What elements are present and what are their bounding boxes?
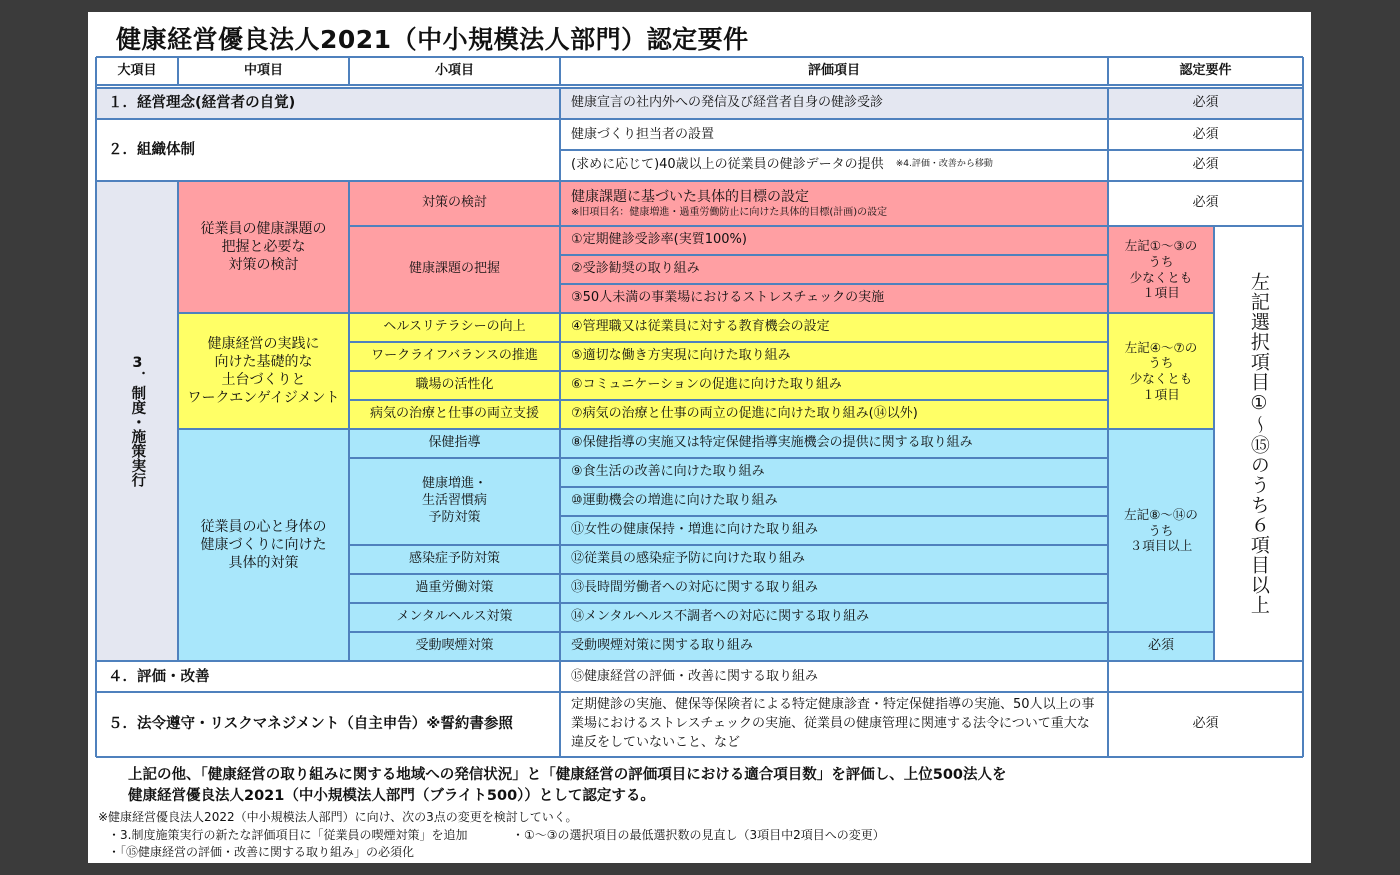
yellow-sho-a: ヘルスリテラシーの向上 bbox=[383, 319, 526, 335]
row1-item: 健康宣言の社内外への発信及び経営者自身の健診受診 bbox=[571, 94, 884, 110]
right-req-cell bbox=[1214, 226, 1303, 661]
yellow-sho-c: 職場の活性化 bbox=[415, 377, 494, 393]
red-item1: 健康課題に基づいた具体的目標の設定 bbox=[571, 188, 809, 205]
red-sho2: 健康課題の把握 bbox=[408, 261, 500, 277]
row2-req2: 必須 bbox=[1192, 156, 1219, 172]
footer-note-3: ・「⑮健康経営の評価・改善に関する取り組み」の必須化 bbox=[108, 845, 415, 859]
row5-req: 必須 bbox=[1192, 716, 1219, 732]
red-item1-note: ※旧項目名：健康増進・過重労働防止に向けた具体的目標(計画)の設定 bbox=[571, 207, 888, 219]
footer-note-2b: ・①～③の選択項目の最低選択数の見直し（3項目中2項目への変更） bbox=[512, 828, 885, 842]
yellow-item-a: ④管理職又は従業員に対する教育機会の設定 bbox=[571, 319, 830, 335]
blue-req: 左記⑧～⑭の うち ３項目以上 bbox=[1124, 507, 1198, 554]
row1-label: １．経営理念(経営者の自覚) bbox=[108, 94, 296, 111]
smoke-item: 受動喫煙対策に関する取り組み bbox=[571, 638, 754, 654]
yellow-item-b: ⑤適切な働き方実現に向けた取り組み bbox=[571, 348, 791, 364]
red-item1-cell bbox=[571, 181, 1106, 226]
blue-sho-c: 感染症予防対策 bbox=[408, 551, 500, 567]
footer-main-1: 上記の他、「健康経営の取り組みに関する地域への発信状況」と「健康経営の評価項目における適合項目数」を評価し、上位500法人を bbox=[128, 767, 1007, 783]
header-chu: 中項目 bbox=[243, 62, 283, 78]
blue-item-e: ⑫従業員の感染症予防に向けた取り組み bbox=[571, 551, 806, 567]
footer-note-1: ※健康経営優良法人2022（中小規模法人部門）に向け、次の3点の変更を検討していく。 bbox=[98, 810, 578, 824]
blue-sho-d: 過重労働対策 bbox=[415, 580, 494, 596]
row2-item2-text: (求めに応じて)40歳以上の従業員の健診データの提供 bbox=[571, 156, 884, 172]
red-item1-wrap bbox=[571, 188, 887, 219]
row2-req1: 必須 bbox=[1192, 126, 1219, 142]
red-sho1: 対策の検討 bbox=[421, 195, 487, 211]
red-req: 左記①～③の うち 少なくとも １項目 bbox=[1124, 238, 1198, 301]
blue-chu: 従業員の心と身体の 健康づくりに向けた 具体的対策 bbox=[200, 518, 327, 572]
header-sho: 小項目 bbox=[434, 62, 474, 78]
red-req1: 必須 bbox=[1192, 195, 1219, 211]
blue-item-f: ⑬長時間労働者への対応に関する取り組み bbox=[571, 580, 819, 596]
row2-item1: 健康づくり担当者の設置 bbox=[571, 126, 715, 142]
right-req: 左記選択項目①～⑮のうち６項目以上 bbox=[1247, 272, 1270, 615]
row3-label-cell bbox=[96, 181, 178, 661]
page-title: 健康経営優良法人2021（中小規模法人部門）認定要件 bbox=[116, 25, 749, 54]
yellow-req: 左記④～⑦の うち 少なくとも １項目 bbox=[1124, 339, 1198, 402]
row4-item: ⑮健康経営の評価・改善に関する取り組み bbox=[571, 668, 819, 684]
blue-sho-b: 健康増進・ 生活習慣病 予防対策 bbox=[421, 476, 487, 525]
smoke-req: 必須 bbox=[1147, 638, 1174, 654]
red-item-c: ③50人未満の事業場におけるストレスチェックの実施 bbox=[571, 290, 885, 306]
blue-item-d: ⑪女性の健康保持・増進に向けた取り組み bbox=[571, 522, 819, 538]
row2-item2 bbox=[571, 150, 1106, 180]
blue-sho-e: メンタルヘルス対策 bbox=[396, 609, 513, 625]
header-dai: 大項目 bbox=[117, 62, 157, 78]
blue-sho-a: 保健指導 bbox=[428, 435, 481, 451]
row2-label: ２．組織体制 bbox=[108, 141, 195, 158]
red-item-b: ②受診勧奨の取り組み bbox=[571, 261, 700, 277]
yellow-item-c: ⑥コミュニケーションの促進に向けた取り組み bbox=[571, 377, 842, 393]
footer-main-2: 健康経営優良法人2021（中小規模法人部門（ブライト500））として認定する。 bbox=[128, 788, 655, 804]
footer-note-2a: ・3.制度施策実行の新たな評価項目に「従業員の喫煙対策」を追加 bbox=[108, 828, 468, 842]
yellow-item-d: ⑦病気の治療と仕事の両立の促進に向けた取り組み(⑭以外) bbox=[571, 406, 918, 422]
blue-item-c: ⑩運動機会の増進に向けた取り組み bbox=[571, 493, 778, 509]
blue-item-b: ⑨食生活の改善に向けた取り組み bbox=[571, 464, 765, 480]
blue-item-g: ⑭メンタルヘルス不調者への対応に関する取り組み bbox=[571, 609, 870, 625]
row4-label: ４．評価・改善 bbox=[108, 668, 210, 685]
yellow-chu: 健康経営の実践に 向けた基礎的な 土台づくりと ワークエンゲイジメント bbox=[187, 335, 340, 407]
row5-label: ５．法令遵守・リスクマネジメント（自主申告）※誓約書参照 bbox=[108, 716, 513, 733]
header-nintei: 認定要件 bbox=[1179, 62, 1232, 78]
blue-item-a: ⑧保健指導の実施又は特定保健指導実施機会の提供に関する取り組み bbox=[571, 435, 973, 451]
row5-item: 定期健診の実施、健保等保険者による特定健康診査・特定保健指導の実施、50人以上の事業場におけるストレスチェックの実施、従業員の健康管理に関連する法令について重大な違反をしていないこと、など bbox=[571, 697, 1095, 750]
row2-item2-note: ※4.評価・改善から移動 bbox=[895, 159, 993, 170]
smoke-sho: 受動喫煙対策 bbox=[415, 638, 494, 654]
red-item-a: ①定期健診受診率(実質100%) bbox=[571, 232, 747, 248]
row1-req: 必須 bbox=[1192, 94, 1219, 110]
red-chu: 従業員の健康課題の 把握と必要な 対策の検討 bbox=[200, 220, 327, 274]
yellow-sho-d: 病気の治療と仕事の両立支援 bbox=[369, 406, 539, 422]
header-hyoka: 評価項目 bbox=[807, 62, 860, 78]
row3-label: 3．制度・施策実行 bbox=[129, 355, 146, 487]
yellow-sho-b: ワークライフバランスの推進 bbox=[371, 348, 538, 364]
